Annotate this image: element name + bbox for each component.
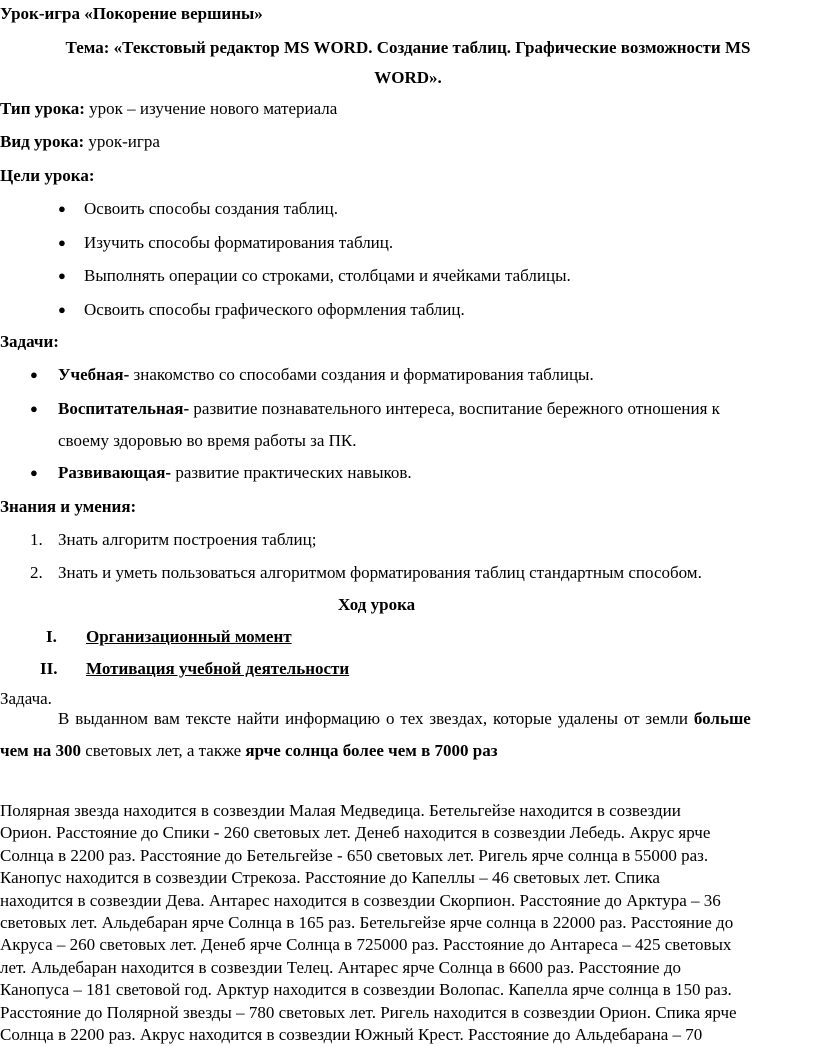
course-heading: Ход урока: [338, 595, 416, 614]
lesson-type: Тип урока: урок – изучение нового материала: [0, 99, 338, 118]
stars-text-line: Солнца в 2200 раз. Акрус находится в созвездии Южный Крест. Расстояние до Альдебарана – 70: [0, 1025, 703, 1045]
task-text-line-1: В выданном вам тексте найти информацию о тех звездах, которые удалены от земли больше: [58, 709, 751, 728]
bullet-icon: ●: [58, 302, 66, 317]
stars-text-line: Орион. Расстояние до Спики - 260 световых лет. Денеб находится в созвездии Лебедь. Акрус ярче: [0, 823, 711, 843]
stars-text-line: Полярная звезда находится в созвездии Малая Медведица. Бетельгейзе находится в созвездии: [0, 801, 681, 820]
bullet-icon: ●: [30, 401, 38, 416]
bullet-icon: ●: [58, 235, 66, 250]
stars-text-line: Расстояние до Полярной звезды – 780 световых лет. Ригель находится в созвездии Орион. Спика ярче: [0, 1002, 737, 1022]
stars-text-line: Канопус находится в созвездии Стрекоза. Расстояние до Капеллы – 46 световых лет. Спика: [0, 868, 660, 888]
goal-item: Освоить способы создания таблиц.: [84, 199, 338, 218]
bullet-icon: ●: [58, 268, 66, 283]
stars-text-line: Акруса – 260 световых лет. Денеб ярче Солнца в 725000 раз. Расстояние до Антареса – 425 световых: [0, 935, 732, 955]
bullet-icon: ●: [30, 465, 38, 480]
bullet-icon: ●: [30, 367, 38, 382]
list-number: 1.: [30, 530, 43, 549]
stars-text-line: находится в созвездии Дева. Антарес находится в созвездии Скорпион. Расстояние до Арктура – 36: [0, 890, 721, 910]
topic-line-1: Тема: «Текстовый редактор MS WORD. Создание таблиц. Графические возможности MS: [65, 38, 751, 57]
task-item-developing: Развивающая- развитие практических навыков.: [58, 463, 412, 482]
task-text-line-2: чем на 300 световых лет, а также ярче солнца более чем в 7000 раз: [0, 741, 498, 760]
goal-item: Освоить способы графического оформления таблиц.: [84, 300, 465, 319]
stage-item: Мотивация учебной деятельности: [86, 659, 350, 678]
tasks-heading: Задачи:: [0, 332, 59, 351]
list-number: 2.: [30, 563, 43, 582]
stars-text: [0, 800, 816, 1046]
stage-number: II.: [40, 659, 58, 678]
stars-text-line: световых лет. Альдебаран ярче Солнца в 165 раз. Бетельгейзе ярче солнца в 22000 раз. Расстояние до: [0, 913, 734, 933]
task-item-upbringing-cont: своему здоровью во время работы за ПК.: [58, 431, 357, 450]
skill-item: Знать алгоритм построения таблиц;: [58, 530, 317, 549]
lesson-kind: Вид урока: урок-игра: [0, 132, 160, 151]
bullet-icon: ●: [58, 201, 66, 216]
stars-text-line: Канопуса – 181 световой год. Арктур находится в созвездии Волопас. Капелла ярче солнца в 150 раз.: [0, 980, 732, 1000]
lesson-title: Урок-игра «Покорение вершины»: [0, 4, 263, 23]
stage-item: Организационный момент: [86, 627, 292, 646]
topic-line-2: WORD».: [374, 68, 442, 87]
skills-heading: Знания и умения:: [0, 497, 137, 516]
goals-heading: Цели урока:: [0, 166, 95, 185]
task-item-educational: Учебная- знакомство со способами создания и форматирования таблицы.: [58, 365, 594, 384]
task-label: Задача.: [0, 689, 52, 708]
stars-text-line: лет. Альдебаран находится в созвездии Телец. Антарес ярче Солнца в 6600 раз. Расстояние до: [0, 957, 681, 977]
task-item-upbringing: Воспитательная- развитие познавательного интереса, воспитание бережного отношения к: [58, 399, 720, 418]
goal-item: Выполнять операции со строками, столбцами и ячейками таблицы.: [84, 266, 571, 285]
stars-text-line: Солнца в 2200 раз. Расстояние до Бетельгейзе - 650 световых лет. Ригель ярче солнца в 55000 раз.: [0, 845, 709, 865]
skill-item: Знать и уметь пользоваться алгоритмом форматирования таблиц стандартным способом.: [58, 563, 702, 582]
stage-number: I.: [46, 627, 57, 646]
goal-item: Изучить способы форматирования таблиц.: [84, 233, 394, 252]
